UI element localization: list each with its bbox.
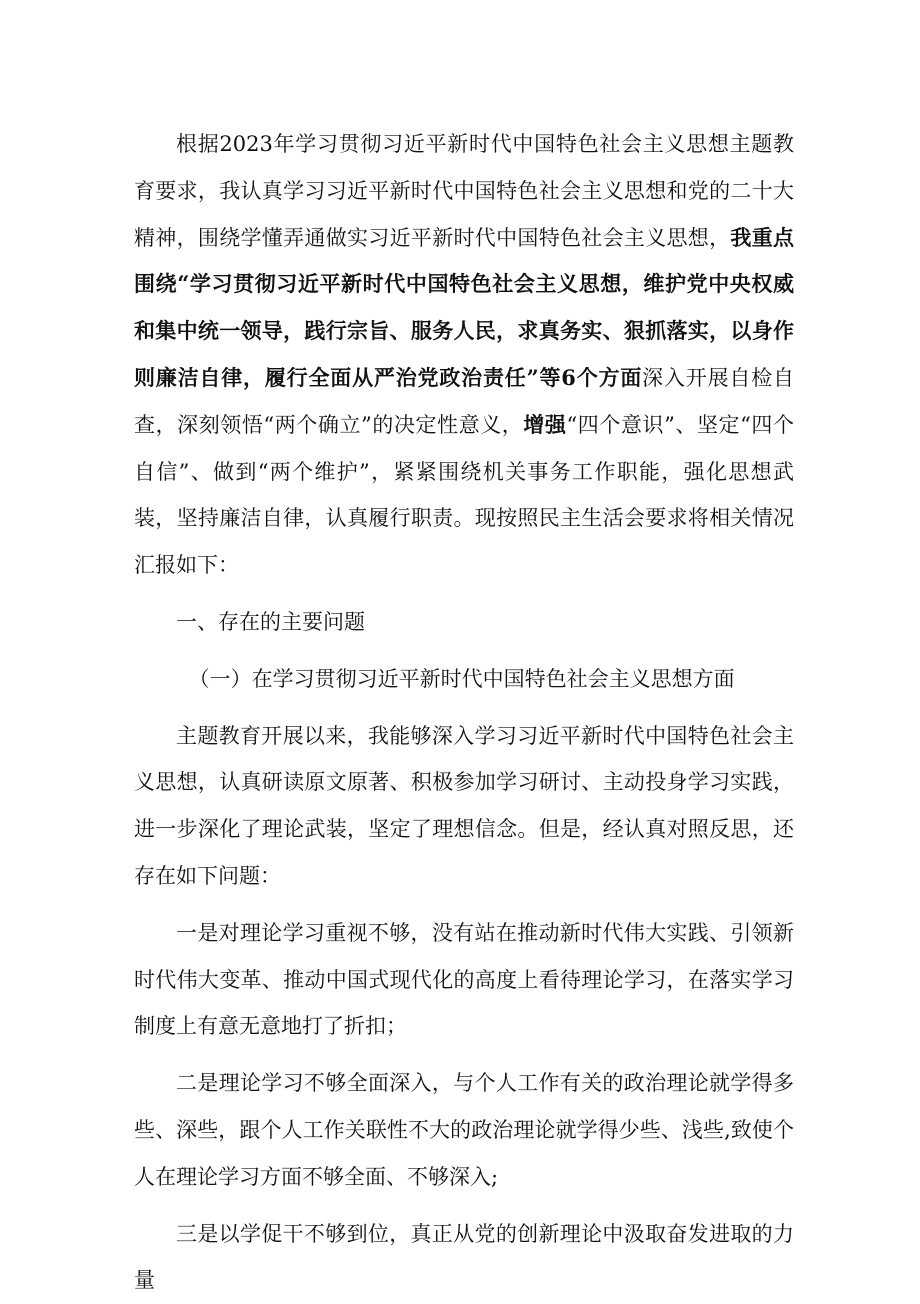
paragraph-problem-three: 三是以学促干不够到位，真正从党的创新理论中汲取奋发进取的力量 bbox=[134, 1221, 794, 1293]
document-body bbox=[134, 121, 794, 1304]
intro-text-a: 根据2023年学习贯彻习近平新时代中国特色社会主义思想主题教育要求，我认真学习习近平新时代中国特色社会主义思想和党的二十大精神，围绕学懂弄通做实习近平新时代中国特色社会主义思想， bbox=[134, 132, 794, 250]
intro-text-c: “四个意识”、坚定“四个自信”、做到“两个维护”，紧紧围绕机关事务工作职能，强化思想武装，坚持廉洁自律，认真履行职责。现按照民主生活会要求将相关情况汇报如下： bbox=[134, 412, 794, 578]
intro-bold-strengthen: 增强 bbox=[523, 411, 567, 437]
intro-paragraph bbox=[134, 121, 794, 589]
paragraph-study-overview: 主题教育开展以来，我能够深入学习习近平新时代中国特色社会主义思想，认真研读原文原著、积极参加学习研讨、主动投身学习实践，进一步深化了理论武装，坚定了理想信念。但是，经认真对照反思，还存在如下问题： bbox=[134, 723, 794, 888]
intro-bold-focus: 我重点围绕“学习贯彻习近平新时代中国特色社会主义思想，维护党中央权威和集中统一领导，践行宗旨、服务人民，求真务实、狠抓落实，以身作则廉洁自律，履行全面从严治党政治责任”等6个方面 bbox=[134, 224, 795, 390]
paragraph-problem-one: 一是对理论学习重视不够，没有站在推动新时代伟大实践、引领新时代伟大变革、推动中国式现代化的高度上看待理论学习，在落实学习制度上有意无意地打了折扣； bbox=[134, 920, 794, 1039]
paragraph-problem-two: 二是理论学习不够全面深入，与个人工作有关的政治理论就学得多些、深些，跟个人工作关联性不大的政治理论就学得少些、浅些,致使个人在理论学习方面不够全面、不够深入; bbox=[134, 1071, 794, 1189]
subsection-heading-study: （一）在学习贯彻习近平新时代中国特色社会主义思想方面 bbox=[188, 666, 735, 691]
intro-text-b: 深入开展自检自查，深刻领悟“两个确立”的决定性意义， bbox=[134, 365, 794, 437]
section-heading-problems: 一、存在的主要问题 bbox=[176, 609, 365, 634]
